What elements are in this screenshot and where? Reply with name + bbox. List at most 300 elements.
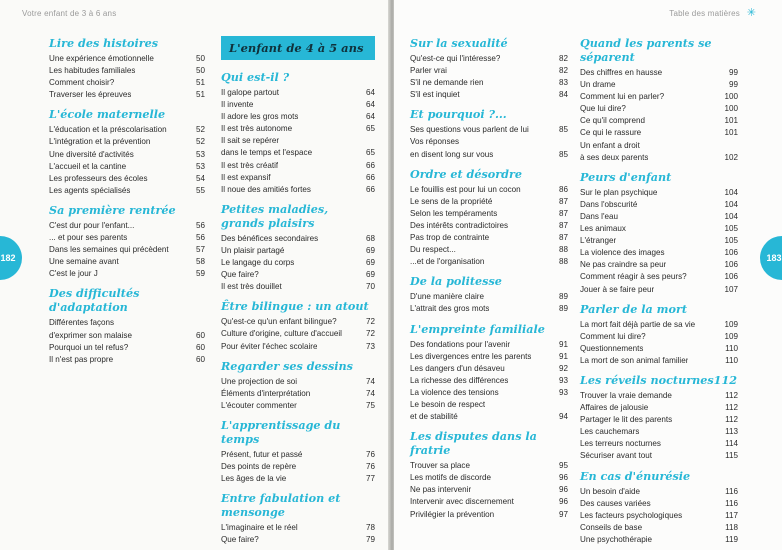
- entry-title: Comment lui dire?: [580, 331, 646, 341]
- entry-page-number: 106: [724, 260, 738, 270]
- toc-section: [410, 274, 568, 315]
- entry-title: Que faire?: [221, 270, 259, 280]
- toc-entry: [49, 124, 205, 136]
- toc-entry: [221, 400, 375, 412]
- toc-section: [221, 202, 375, 293]
- toc-entry: [221, 87, 375, 99]
- entry-title: Il est très douillet: [221, 282, 282, 292]
- toc-entry: [410, 303, 568, 315]
- entry-title: Une projection de soi: [221, 376, 298, 386]
- toc-entry: [580, 140, 738, 152]
- entry-title: Les terreurs nocturnes: [580, 439, 661, 449]
- entry-title: ... et pour ses parents: [49, 233, 128, 243]
- entry-title: C'est dur pour l'enfant...: [49, 220, 135, 230]
- right-page: [394, 0, 782, 550]
- toc-section: [221, 299, 375, 352]
- entry-title: Du respect...: [410, 245, 456, 255]
- toc-entry: [580, 152, 738, 164]
- entry-page-number: 76: [365, 449, 375, 459]
- toc-entry: [580, 79, 738, 91]
- entry-page-number: 69: [365, 258, 375, 268]
- toc-entry: [580, 247, 738, 259]
- entry-page-number: 91: [558, 351, 568, 361]
- entry-title: Une expérience émotionnelle: [49, 54, 154, 63]
- section-heading: Peurs d'enfant: [580, 169, 672, 184]
- entry-page-number: 119: [725, 534, 738, 544]
- toc-entry: [580, 331, 738, 343]
- entry-title: La richesse des différences: [410, 375, 509, 385]
- entry-title: Un drame: [580, 80, 616, 90]
- entry-title: Pourquoi un tel refus?: [49, 342, 129, 352]
- entry-title: Partager le lit des parents: [580, 415, 673, 425]
- toc-section: [410, 167, 568, 269]
- toc-section: [410, 36, 568, 101]
- section-heading: Regarder ses dessins: [221, 358, 353, 373]
- toc-entry: [410, 196, 568, 208]
- toc-entry: [221, 281, 375, 293]
- entry-title: à ses deux parents: [580, 152, 649, 162]
- entry-page-number: 112: [725, 403, 738, 413]
- toc-entry: [410, 53, 568, 65]
- entry-title: Il n'est pas propre: [49, 354, 114, 364]
- section-heading: En cas d'énurésie: [580, 468, 691, 483]
- entry-page-number: 88: [558, 245, 568, 255]
- entry-title: Comment choisir?: [49, 78, 115, 88]
- toc-entry: [580, 390, 738, 402]
- toc-entry: [410, 208, 568, 220]
- entry-page-number: 107: [724, 284, 738, 294]
- entry-title: Un plaisir partagé: [221, 245, 285, 255]
- entry-page-number: 82: [558, 66, 568, 76]
- entry-page-number: 101: [724, 116, 738, 126]
- entry-page-number: 72: [365, 317, 375, 327]
- section-heading: Sur la sexualité: [410, 36, 508, 50]
- entry-page-number: 102: [724, 152, 738, 162]
- entry-title: Des chiffres en hausse: [580, 68, 663, 77]
- entry-title: Comment réagir à ses peurs?: [580, 272, 687, 282]
- toc-entry: [221, 245, 375, 257]
- entry-title: Il est très créatif: [221, 160, 279, 170]
- toc-entry: [410, 399, 568, 411]
- toc-section: [221, 491, 375, 546]
- entry-title: Qu'est-ce qu'un enfant bilingue?: [221, 317, 337, 327]
- toc-entry: [410, 184, 568, 196]
- entry-page-number: 86: [558, 184, 568, 194]
- entry-title: Ne pas intervenir: [410, 485, 472, 495]
- entry-page-number: 66: [365, 184, 375, 194]
- toc-section: [580, 36, 738, 164]
- entry-title: Des bénéfices secondaires: [221, 233, 319, 243]
- section-heading: L'apprentissage du temps: [221, 417, 341, 446]
- entry-title: Il invente: [221, 100, 254, 110]
- entry-title: Trouver sa place: [410, 461, 470, 471]
- entry-title: L'attrait des gros mots: [410, 304, 490, 314]
- toc-entry: [580, 498, 738, 510]
- entry-page-number: 113: [725, 427, 738, 437]
- entry-title: Ne pas craindre sa peur: [580, 260, 667, 270]
- toc-section: [49, 286, 205, 365]
- entry-page-number: 85: [558, 125, 568, 135]
- entry-title: L'écouter commenter: [221, 400, 297, 410]
- entry-title: L'éducation et la préscolarisation: [49, 125, 167, 135]
- toc-entry: [580, 402, 738, 414]
- entry-page-number: 60: [195, 342, 205, 352]
- entry-page-number: 104: [724, 187, 738, 197]
- entry-page-number: 66: [365, 172, 375, 182]
- entry-page-number: 109: [724, 331, 738, 341]
- running-head: Votre enfant de 3 à 6 ans: [22, 9, 117, 18]
- toc-entry: [49, 149, 205, 161]
- entry-page-number: 66: [365, 160, 375, 170]
- entry-page-number: 117: [725, 510, 738, 520]
- toc-entry: [580, 259, 738, 271]
- section-heading: L'empreinte familiale: [410, 321, 545, 336]
- entry-title: Éléments d'interprétation: [221, 388, 311, 398]
- entry-title: Des intérêts contradictoires: [410, 220, 509, 230]
- entry-title: Le sens de la propriété: [410, 196, 493, 206]
- toc-entry: [49, 136, 205, 148]
- entry-title: Pour éviter l'échec scolaire: [221, 341, 318, 351]
- section-heading: Et pourquoi ?...: [410, 107, 507, 122]
- toc-section: [49, 107, 205, 197]
- toc-entry: [221, 376, 375, 388]
- toc-entry: [221, 172, 375, 184]
- entry-page-number: 75: [365, 400, 375, 410]
- entry-title: Il galope partout: [221, 88, 280, 97]
- toc-entry: [49, 342, 205, 354]
- entry-title: Trouver la vraie demande: [580, 390, 672, 400]
- entry-title: Présent, futur et passé: [221, 449, 303, 459]
- entry-page-number: 59: [195, 269, 205, 279]
- entry-page-number: 114: [725, 439, 738, 449]
- entry-title: Les facteurs psychologiques: [580, 510, 683, 520]
- entry-page-number: 52: [195, 125, 205, 135]
- entry-page-number: 74: [365, 388, 375, 398]
- toc-entry: [410, 136, 568, 148]
- entry-page-number: 106: [724, 248, 738, 258]
- entry-title: Il est expansif: [221, 172, 271, 182]
- section-heading: Sa première rentrée: [49, 202, 176, 217]
- toc-entry: [580, 510, 738, 522]
- entry-page-number: 93: [558, 387, 568, 397]
- toc-section: [410, 429, 568, 520]
- entry-page-number: 73: [365, 341, 375, 351]
- toc-entry: [410, 220, 568, 232]
- toc-section: [49, 203, 205, 280]
- toc-entry: [580, 486, 738, 498]
- toc-entry: [221, 135, 375, 147]
- toc-entry: [580, 187, 738, 199]
- entry-page-number: 89: [558, 292, 568, 302]
- toc-entry: [49, 268, 205, 280]
- toc-entry: [410, 149, 568, 161]
- entry-page-number: 112: [725, 415, 738, 425]
- toc-entry: [221, 473, 375, 485]
- entry-page-number: 96: [558, 497, 568, 507]
- toc-entry: [580, 127, 738, 139]
- toc-entry: [221, 328, 375, 340]
- entry-page-number: 106: [724, 272, 738, 282]
- toc-entry: [580, 199, 738, 211]
- entry-title: Intervenir avec discernement: [410, 497, 514, 507]
- toc-column: [49, 36, 205, 372]
- toc-entry: [49, 244, 205, 256]
- toc-column: [410, 36, 568, 527]
- entry-page-number: 99: [728, 80, 738, 90]
- entry-page-number: 99: [728, 68, 738, 77]
- entry-page-number: 96: [558, 485, 568, 495]
- section-heading: Parler de la mort: [580, 301, 688, 316]
- toc-entry: [221, 316, 375, 328]
- toc-entry: [49, 317, 205, 329]
- section-heading: De la politesse: [410, 274, 502, 289]
- section-heading: Être bilingue : un atout: [221, 299, 369, 314]
- entry-title: Traverser les épreuves: [49, 90, 132, 100]
- toc-entry: [49, 330, 205, 342]
- entry-title: Pas trop de contrainte: [410, 233, 490, 243]
- toc-entry: [410, 351, 568, 363]
- page-number-badge: 182: [0, 236, 22, 280]
- section-heading: Petites maladies, grands plaisirs: [221, 201, 329, 230]
- entry-page-number: 110: [725, 343, 738, 353]
- toc-entry: [580, 355, 738, 367]
- toc-entry: [221, 534, 375, 546]
- toc-entry: [410, 387, 568, 399]
- entry-page-number: 77: [365, 474, 375, 484]
- entry-page-number: 85: [558, 149, 568, 159]
- toc-entry: [49, 65, 205, 77]
- entry-title: Différentes façons: [49, 318, 115, 328]
- entry-page-number: 69: [365, 270, 375, 280]
- entry-title: S'il est inquiet: [410, 90, 460, 100]
- entry-page-number: 57: [195, 245, 205, 255]
- entry-page-number: 50: [195, 54, 205, 63]
- toc-entry: [410, 472, 568, 484]
- section-heading: Les disputes dans la fratrie: [410, 429, 537, 458]
- entry-page-number: 115: [725, 451, 738, 461]
- entry-title: Dans l'obscurité: [580, 199, 638, 209]
- toc-entry: [221, 461, 375, 473]
- entry-page-number: 64: [365, 100, 375, 110]
- toc-entry: [49, 89, 205, 101]
- entry-title: dans le temps et l'espace: [221, 148, 313, 158]
- entry-title: Privilégier la prévention: [410, 509, 495, 519]
- toc-entry: [410, 291, 568, 303]
- toc-entry: [49, 354, 205, 366]
- entry-title: Les motifs de discorde: [410, 473, 491, 483]
- section-heading: Des difficultés d'adaptation: [49, 286, 140, 315]
- entry-page-number: 65: [365, 148, 375, 158]
- toc-entry: [410, 484, 568, 496]
- entry-title: Qu'est-ce qui l'intéresse?: [410, 54, 501, 63]
- toc-entry: [410, 89, 568, 101]
- toc-entry: [49, 53, 205, 65]
- entry-title: Des points de repère: [221, 461, 297, 471]
- toc-entry: [221, 269, 375, 281]
- toc-entry: [580, 319, 738, 331]
- entry-title: Des fondations pour l'avenir: [410, 339, 511, 349]
- entry-title: Une semaine avant: [49, 257, 119, 267]
- toc-entry: [221, 341, 375, 353]
- entry-page-number: 105: [724, 224, 738, 234]
- toc-entry: [221, 111, 375, 123]
- entry-title: La violence des tensions: [410, 387, 499, 397]
- entry-page-number: 56: [195, 220, 205, 230]
- entry-page-number: 83: [558, 78, 568, 88]
- toc-entry: [49, 173, 205, 185]
- toc-entry: [221, 184, 375, 196]
- toc-section: [221, 418, 375, 485]
- entry-title: Il noue des amitiés fortes: [221, 184, 311, 194]
- entry-page-number: 94: [558, 412, 568, 422]
- toc-entry: [580, 284, 738, 296]
- toc-entry: [221, 257, 375, 269]
- toc-entry: [580, 91, 738, 103]
- toc-entry: [410, 124, 568, 136]
- entry-page-number: 64: [365, 88, 375, 97]
- toc-entry: [580, 211, 738, 223]
- entry-page-number: 60: [195, 330, 205, 340]
- entry-page-number: 51: [195, 90, 205, 100]
- entry-title: Les âges de la vie: [221, 474, 287, 484]
- entry-title: Ce qui le rassure: [580, 128, 642, 138]
- toc-entry: [221, 388, 375, 400]
- entry-title: Il est très autonome: [221, 124, 293, 134]
- entry-title: Les professeurs des écoles: [49, 173, 148, 183]
- entry-title: Dans l'eau: [580, 211, 618, 221]
- entry-title: S'il ne demande rien: [410, 78, 484, 88]
- page-number-badge: 183: [760, 236, 782, 280]
- entry-page-number: 118: [725, 522, 738, 532]
- toc-section: [410, 107, 568, 160]
- entry-page-number: 64: [365, 112, 375, 122]
- toc-entry: [580, 414, 738, 426]
- toc-entry: [410, 77, 568, 89]
- entry-page-number: 55: [195, 185, 205, 195]
- entry-page-number: 79: [365, 535, 375, 545]
- entry-page-number: 78: [365, 523, 375, 533]
- entry-title: Vos réponses: [410, 137, 460, 147]
- toc-entry: [221, 233, 375, 245]
- entry-title: Une diversité d'activités: [49, 149, 134, 159]
- entry-page-number: 74: [365, 376, 375, 386]
- entry-title: Sécuriser avant tout: [580, 451, 652, 461]
- entry-page-number: 53: [195, 161, 205, 171]
- toc-entry: [580, 115, 738, 127]
- section-heading: Qui est-il ?: [221, 70, 290, 84]
- entry-page-number: 88: [558, 257, 568, 267]
- entry-title: L'étranger: [580, 236, 617, 246]
- entry-page-number: 84: [558, 90, 568, 100]
- entry-title: Culture d'origine, culture d'accueil: [221, 329, 342, 339]
- entry-title: L'accueil et la cantine: [49, 161, 127, 171]
- toc-section: [221, 70, 375, 196]
- entry-title: Les divergences entre les parents: [410, 351, 532, 361]
- entry-page-number: 87: [558, 196, 568, 206]
- entry-title: Dans les semaines qui précèdent: [49, 245, 169, 255]
- entry-page-number: 87: [558, 233, 568, 243]
- toc-entry: [580, 235, 738, 247]
- toc-entry: [580, 438, 738, 450]
- entry-page-number: 96: [558, 473, 568, 483]
- toc-section: [580, 302, 738, 367]
- entry-title: Que faire?: [221, 535, 259, 545]
- entry-title: Questionnements: [580, 343, 644, 353]
- toc-entry: [49, 185, 205, 197]
- toc-entry: [49, 256, 205, 268]
- entry-page-number: 65: [365, 124, 375, 134]
- toc-entry: [580, 522, 738, 534]
- entry-title: Un enfant a droit: [580, 140, 640, 150]
- toc-section: [580, 170, 738, 296]
- entry-title: Des causes variées: [580, 498, 651, 508]
- toc-entry: [410, 375, 568, 387]
- toc-entry: [410, 339, 568, 351]
- entry-title: en disent long sur vous: [410, 149, 494, 159]
- toc-column: [580, 36, 738, 550]
- toc-entry: [580, 450, 738, 462]
- entry-title: Affaires de jalousie: [580, 403, 649, 413]
- entry-page-number: 50: [195, 66, 205, 76]
- entry-title: Les cauchemars: [580, 427, 640, 437]
- entry-page-number: 82: [558, 54, 568, 63]
- toc-entry: [49, 161, 205, 173]
- entry-title: Jouer à se faire peur: [580, 284, 655, 294]
- entry-title: Le fouillis est pour lui un cocon: [410, 184, 521, 194]
- entry-title: et de stabilité: [410, 412, 458, 422]
- toc-entry: [410, 256, 568, 268]
- entry-page-number: 56: [195, 233, 205, 243]
- entry-title: Le besoin de respect: [410, 399, 486, 409]
- toc-entry: [580, 103, 738, 115]
- entry-title: Ses questions vous parlent de lui: [410, 125, 529, 135]
- toc-entry: [410, 363, 568, 375]
- section-heading: Ordre et désordre: [410, 166, 522, 181]
- entry-title: D'une manière claire: [410, 292, 484, 302]
- entry-page-number: 105: [724, 236, 738, 246]
- toc-entry: [410, 232, 568, 244]
- entry-title: Il sait se repérer: [221, 136, 280, 146]
- entry-page-number: 95: [558, 461, 568, 471]
- toc-section: [221, 359, 375, 412]
- entry-page-number: 72: [365, 329, 375, 339]
- entry-page-number: 58: [195, 257, 205, 267]
- entry-page-number: 97: [558, 509, 568, 519]
- entry-title: Une psychothérapie: [580, 534, 652, 544]
- entry-title: La mort de son animal familier: [580, 355, 689, 365]
- toc-entry: [410, 65, 568, 77]
- entry-page-number: 112: [725, 390, 738, 400]
- entry-page-number: 100: [724, 104, 738, 114]
- entry-page-number: 92: [558, 363, 568, 373]
- toc-entry: [221, 99, 375, 111]
- entry-page-number: 101: [724, 128, 738, 138]
- toc-entry: [410, 460, 568, 472]
- section-heading: Les réveils nocturnes112: [580, 372, 738, 387]
- entry-page-number: 53: [195, 149, 205, 159]
- entry-title: Comment lui en parler?: [580, 92, 665, 102]
- entry-page-number: 87: [558, 208, 568, 218]
- entry-page-number: 100: [724, 92, 738, 102]
- entry-title: Il adore les gros mots: [221, 112, 299, 122]
- toc-entry: [410, 411, 568, 423]
- entry-title: d'exprimer son malaise: [49, 330, 132, 340]
- toc-entry: [49, 232, 205, 244]
- toc-entry: [221, 147, 375, 159]
- toc-column: [221, 36, 375, 550]
- toc-entry: [49, 220, 205, 232]
- toc-entry: [580, 426, 738, 438]
